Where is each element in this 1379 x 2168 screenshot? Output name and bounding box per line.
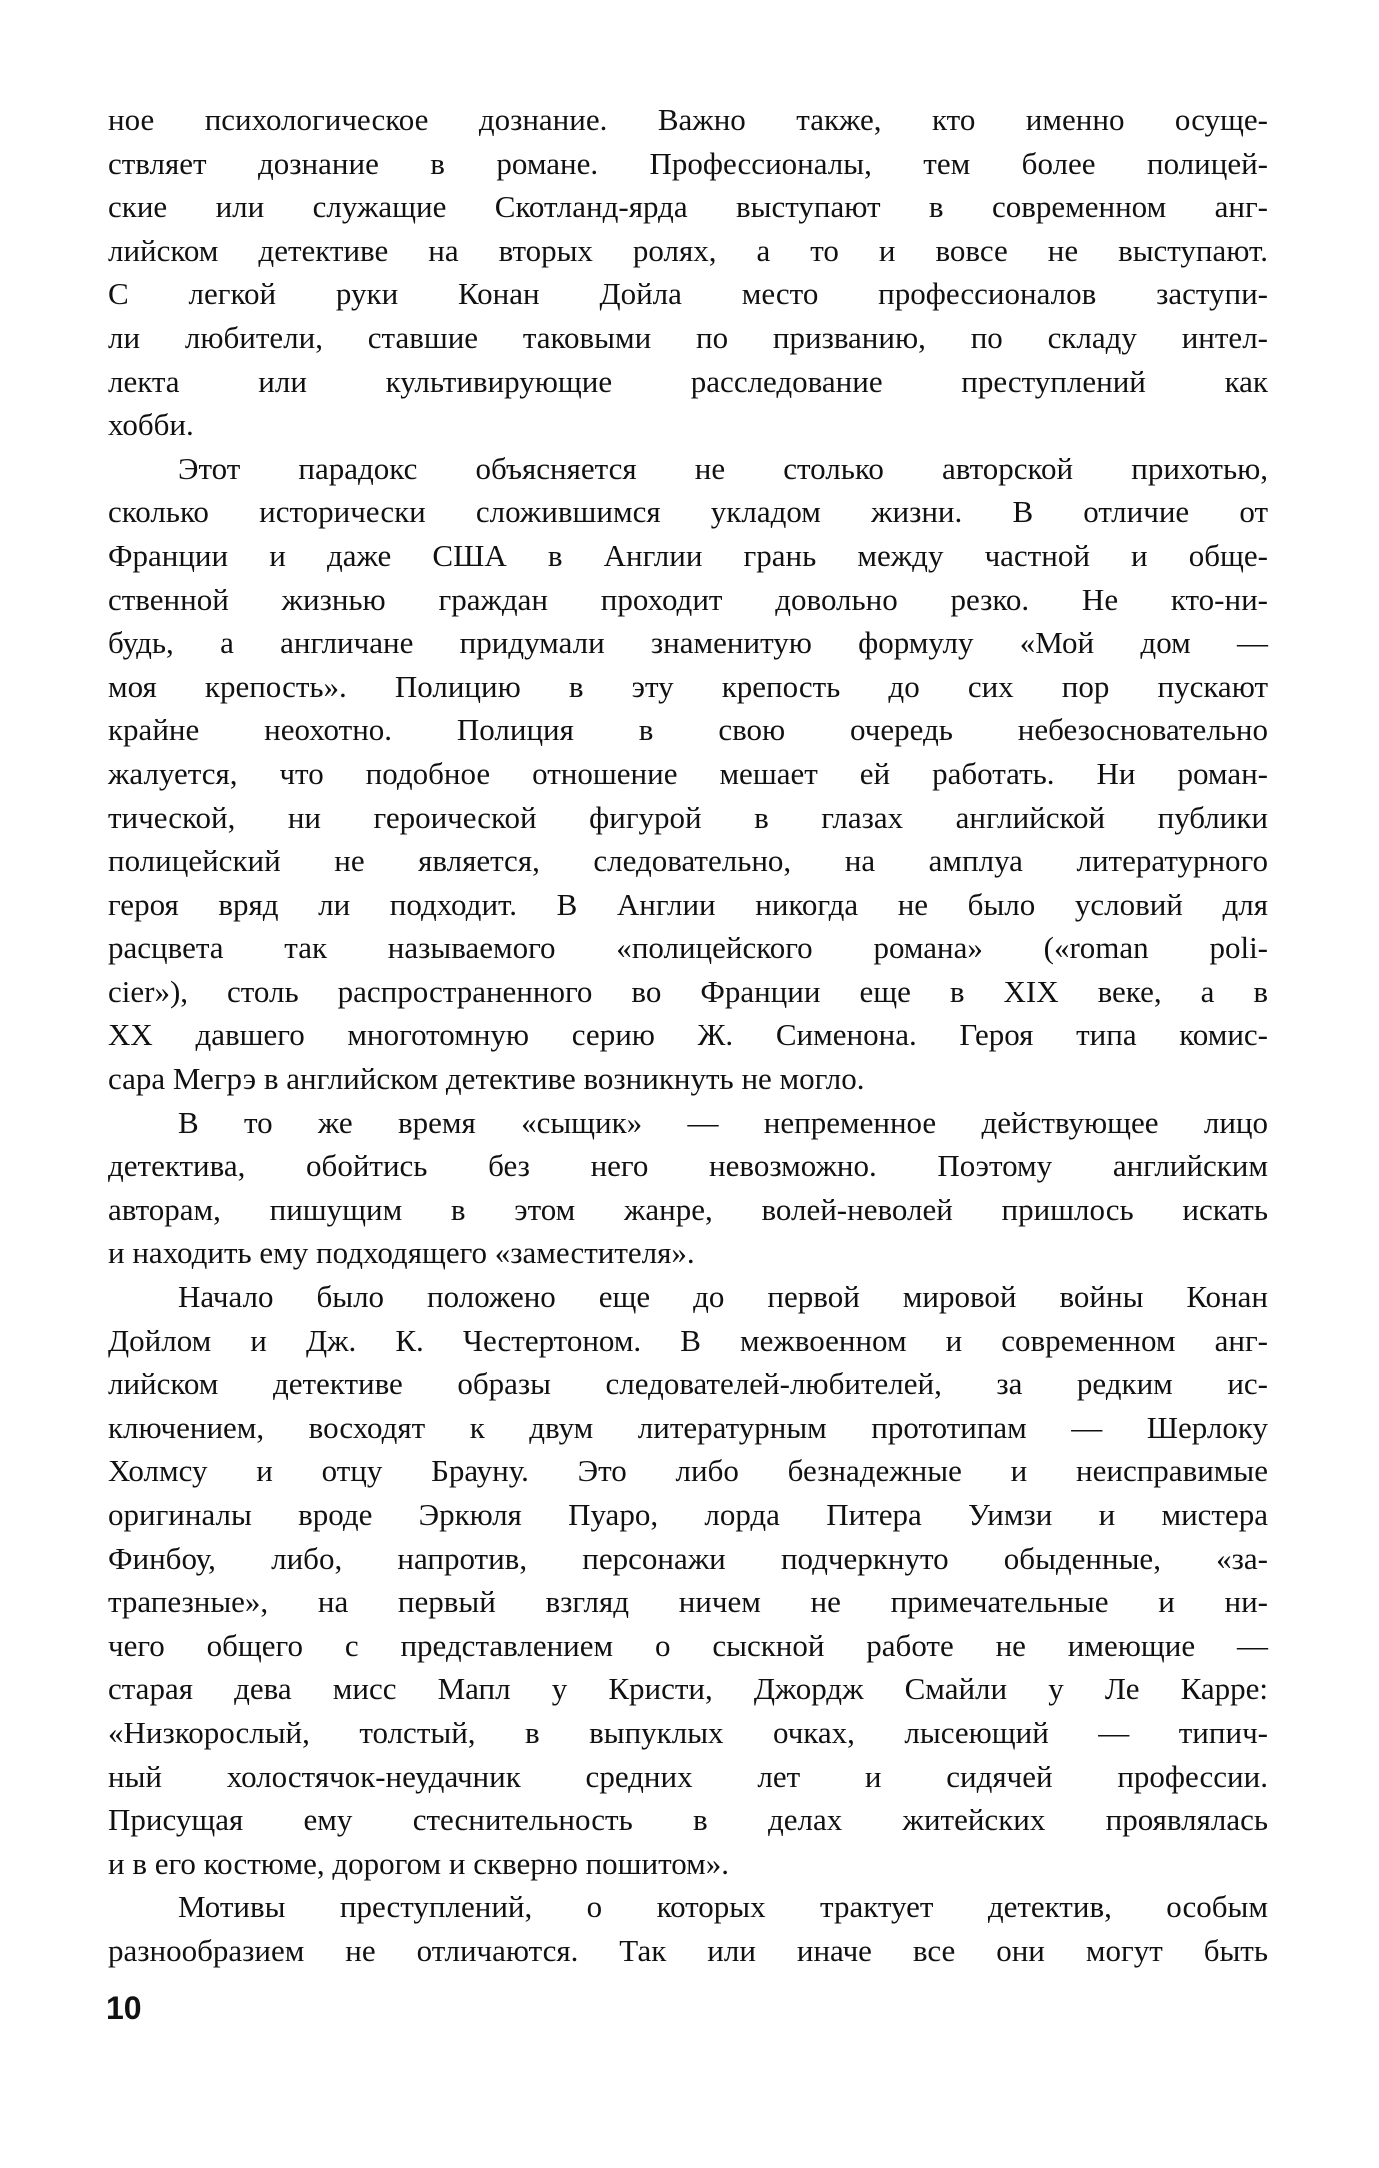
text-line: ное психологическое дознание. Важно также, кто именно осуще- xyxy=(108,102,1268,137)
text-line: и в его костюме, дорогом и скверно пошитом». xyxy=(108,1845,730,1881)
text-line: жалуется, что подобное отношение мешает ей работать. Ни роман- xyxy=(108,755,1268,791)
text-line: и находить ему подходящего «заместителя». xyxy=(108,1235,695,1271)
text-line: расцвета так называемого «полицейского романа» («roman poli- xyxy=(108,930,1268,966)
text-line: XX давшего многотомную серию Ж. Сименона. Героя типа комис- xyxy=(108,1017,1268,1053)
text-line: С легкой руки Конан Дойла место профессионалов заступи- xyxy=(108,276,1268,312)
text-line: сара Мегрэ в английском детективе возникнуть не могло. xyxy=(108,1061,865,1097)
text-line: Начало было положено еще до первой мировой войны Конан xyxy=(178,1279,1268,1315)
page-number: 10 xyxy=(106,1990,142,2026)
text-line: «Низкорослый, толстый, в выпуклых очках, лысеющий — типич- xyxy=(108,1714,1268,1750)
text-line: лийском детективе на вторых ролях, а то и вовсе не выступают. xyxy=(108,232,1268,268)
text-line: Мотивы преступлений, о которых трактует детектив, особым xyxy=(178,1889,1268,1925)
text-line: Присущая ему стеснительность в делах житейских проявлялась xyxy=(108,1802,1268,1838)
text-line: авторам, пишущим в этом жанре, волей-неволей пришлось искать xyxy=(108,1191,1268,1227)
text-line: ские или служащие Скотланд-ярда выступают в современном анг- xyxy=(108,189,1268,225)
text-line: ственной жизнью граждан проходит довольно резко. Не кто-ни- xyxy=(108,581,1268,617)
text-line: В то же время «сыщик» — непременное действующее лицо xyxy=(178,1104,1268,1140)
text-line: моя крепость». Полицию в эту крепость до сих пор пускают xyxy=(108,668,1268,704)
text-line: Дойлом и Дж. К. Честертоном. В межвоенном и современном анг- xyxy=(108,1322,1268,1358)
text-line: cier»), столь распространенного во Франции еще в XIX веке, а в xyxy=(108,973,1268,1009)
text-line: оригиналы вроде Эркюля Пуаро, лорда Питера Уимзи и мистера xyxy=(108,1497,1268,1532)
text-line: лийском детективе образы следователей-любителей, за редким ис- xyxy=(108,1366,1268,1402)
text-line: чего общего с представлением о сыскной работе не имеющие — xyxy=(108,1627,1268,1663)
text-line: детектива, обойтись без него невозможно. Поэтому английским xyxy=(108,1148,1268,1184)
text-line: ли любители, ставшие таковыми по призванию, по складу интел- xyxy=(108,319,1268,355)
body-text xyxy=(108,98,1268,1973)
text-line: Холмсу и отцу Брауну. Это либо безнадежные и неисправимые xyxy=(108,1453,1268,1489)
text-line: Франции и даже США в Англии грань между частной и обще- xyxy=(108,537,1268,573)
text-line: сколько исторически сложившимся укладом жизни. В отличие от xyxy=(108,494,1268,530)
text-line: будь, а англичане придумали знаменитую формулу «Мой дом — xyxy=(108,625,1268,661)
text-line: ключением, восходят к двум литературным прототипам — Шерлоку xyxy=(108,1409,1268,1445)
text-line: ствляет дознание в романе. Профессионалы, тем более полицей- xyxy=(108,145,1268,181)
text-line: разнообразием не отличаются. Так или иначе все они могут быть xyxy=(108,1932,1268,1968)
text-line: старая дева мисс Мапл у Кристи, Джордж Смайли у Ле Карре: xyxy=(108,1671,1268,1707)
text-line: хобби. xyxy=(108,407,194,443)
text-line: Финбоу, либо, напротив, персонажи подчеркнуто обыденные, «за- xyxy=(108,1540,1268,1576)
text-line: крайне неохотно. Полиция в свою очередь небезосновательно xyxy=(108,712,1268,748)
text-line: ный холостячок-неудачник средних лет и сидячей профессии. xyxy=(108,1758,1268,1794)
text-line: лекта или культивирующие расследование преступлений как xyxy=(108,363,1268,399)
text-line: трапезные», на первый взгляд ничем не примечательные и ни- xyxy=(108,1584,1268,1620)
text-line: Этот парадокс объясняется не столько авторской прихотью, xyxy=(178,450,1268,486)
text-line: тической, ни героической фигурой в глазах английской публики xyxy=(108,799,1268,835)
text-line: полицейский не является, следовательно, на амплуа литературного xyxy=(108,843,1268,879)
text-line: героя вряд ли подходит. В Англии никогда не было условий для xyxy=(108,886,1268,922)
